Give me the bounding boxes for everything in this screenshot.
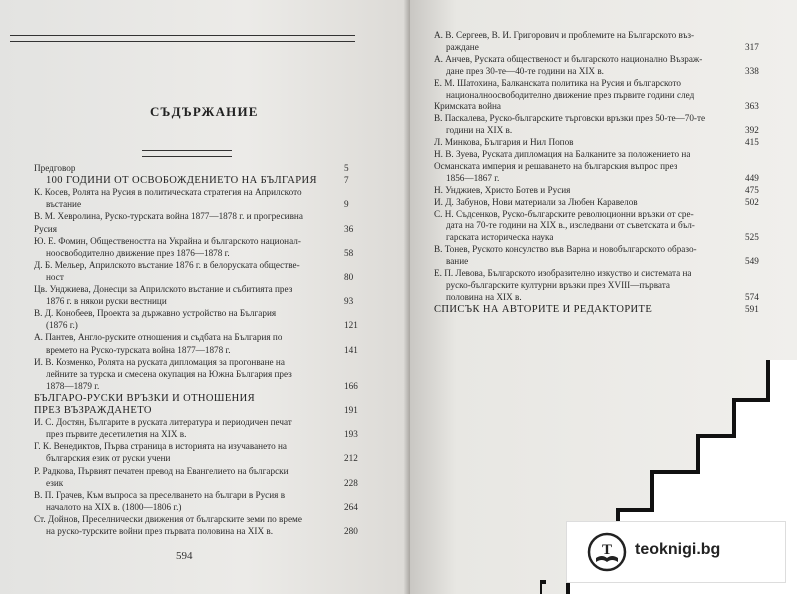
toc-line: руско-българските културни връзки през XVIII—първата (446, 279, 670, 290)
toc-page-number: 317 (745, 41, 759, 52)
toc-line: Кримската война (434, 101, 501, 112)
top-rule-thin (10, 41, 355, 42)
toc-line: Р. Радкова, Първият печатен превод на Евангелието на български (34, 465, 289, 476)
toc-line: 1878—1879 г. (46, 380, 100, 391)
toc-line: на руско-турските войни през първата половина на XIX в. (46, 526, 274, 536)
toc-line: ност (46, 271, 64, 282)
toc-line: В. Тонев, Руското консулство във Варна и новобългарското образо- (434, 244, 697, 255)
toc-page-number: 502 (745, 196, 759, 207)
toc-page-number: 574 (745, 291, 759, 302)
toc-line: 100 ГОДИНИ ОТ ОСВОБОЖДЕНИЕТО НА БЪЛГАРИЯ (46, 175, 317, 187)
toc-line: В. П. Грачев, Към въпроса за преселването на българи в Русия в (34, 489, 286, 500)
toc-line: дата на 70-те години на XIX в., изследвани от съветската и бъл- (446, 220, 695, 231)
toc-line: Е. М. Шатохина, Балканската политика на Русия и българското (434, 77, 682, 88)
toc-page-number: 228 (344, 477, 358, 488)
toc-line: А. Пантев, Англо-руските отношения и съдбата на България по (34, 332, 283, 343)
toc-page-number: 392 (745, 125, 759, 136)
toc-line: В. Д. Конобеев, Проекта за държавно устройство на България (34, 308, 277, 319)
toc-line: БЪЛГАРО-РУСКИ ВРЪЗКИ И ОТНОШЕНИЯ (34, 392, 256, 404)
toc-line: А. Анчев, Руската общественост и българското национално Възраж- (434, 53, 703, 64)
toc-page-number: 449 (745, 172, 759, 183)
toc-page-number: 363 (745, 101, 759, 112)
toc-line: Н. В. Зуева, Руската дипломация на Балканите за положението на (434, 149, 691, 159)
toc-page-number: 549 (745, 256, 759, 267)
toc-page-number: 264 (344, 501, 358, 512)
toc-line: В. Паскалева, Руско-българските търговски връзки през 50-те—70-те (434, 113, 706, 124)
toc-page-number: 141 (344, 344, 358, 355)
toc-line: Русия (34, 223, 57, 234)
toc-page-number: 9 (344, 199, 349, 210)
toc-line: Османската империя и решаването на българския въпрос през (434, 160, 678, 171)
staircase-edge-left (540, 582, 546, 594)
toc-line: Предговор (34, 163, 76, 173)
toc-line: ноосвободително движение през 1876—1878 г. (46, 247, 230, 258)
toc-page-number: 280 (344, 526, 358, 536)
toc-page-number: 212 (344, 453, 358, 464)
toc-page-number: 475 (745, 184, 759, 195)
toc-line: българския език от руски учени (46, 453, 171, 464)
toc-page-number: 36 (344, 223, 354, 234)
toc-page-number: 58 (344, 247, 354, 258)
toc-page-number: 525 (745, 232, 759, 243)
toc-page-number: 193 (344, 429, 358, 440)
svg-text:T: T (601, 542, 613, 558)
toc-line: въстание (46, 199, 82, 210)
toc-line: началото на XIX в. (1800—1806 г.) (46, 501, 182, 512)
toc-page-number: 591 (745, 303, 759, 314)
toc-line: Л. Минкова, България и Нил Попов (434, 137, 574, 148)
title-rule (142, 150, 232, 157)
toc-line: 1876 г. в някои руски вестници (46, 296, 167, 307)
toc-line: К. Косев, Ролята на Русия в политическата стратегия на Априлското (34, 187, 302, 198)
book-logo-icon (587, 532, 627, 572)
watermark-logo (566, 521, 786, 583)
toc-line: СПИСЪК НА АВТОРИТЕ И РЕДАКТОРИТЕ (434, 303, 653, 315)
toc-page-number: 80 (344, 271, 354, 282)
toc-line: език (46, 477, 64, 488)
toc-page-number: 191 (344, 405, 358, 415)
toc-line: ПРЕЗ ВЪЗРАЖДАНЕТО (34, 405, 152, 416)
toc-line: Г. К. Венедиктов, Първа страница в историята на изучаването на (34, 441, 287, 452)
toc-line: гарската историческа наука (446, 232, 554, 243)
toc-page-number: 5 (344, 163, 349, 173)
toc-line: националноосвободително движение през първите години след (446, 89, 695, 100)
page-title: СЪДЪРЖАНИЕ (150, 104, 259, 119)
toc-line: години на XIX в. (446, 125, 513, 136)
toc-line: раждане (446, 41, 479, 52)
toc-page-number: 166 (344, 380, 358, 391)
toc-line: половина на XIX в. (446, 291, 522, 302)
toc-line: Е. П. Левова, Българското изобразително изкуство и системата на (434, 268, 692, 278)
toc-line: И. С. Достян, Българите в руската литература и периодичен печат (34, 417, 292, 428)
toc-line: 1856—1867 г. (446, 172, 500, 183)
toc-line: И. В. Козменко, Ролята на руската дипломация за прогонване на (34, 356, 285, 367)
toc-line: дане през 30-те—40-те години на XIX в. (446, 65, 604, 76)
toc-line: лейните за турска и смесена окупация на Южна България през (46, 368, 292, 379)
toc-page-number: 121 (344, 320, 358, 331)
toc-line: Н. Унджиев, Христо Ботев и Русия (434, 184, 571, 195)
toc-line: С. Н. Съдсенков, Руско-българските революционни връзки от сре- (434, 208, 694, 219)
toc-page-number: 7 (344, 175, 349, 186)
toc-line: (1876 г.) (46, 320, 78, 331)
watermark-text: teoknigi.bg (635, 541, 721, 558)
toc-line: И. Д. Забунов, Нови материали за Любен Каравелов (434, 196, 638, 207)
toc-line: вание (446, 256, 469, 267)
toc-page-number: 93 (344, 296, 354, 307)
toc-line: А. В. Сергеев, В. И. Григорович и проблемите на Българското въз- (434, 30, 695, 40)
toc-line: Ст. Дойнов, Преселнически движения от българските земи по време (34, 513, 302, 524)
toc-line: Ю. Е. Фомин, Обществеността на Украйна и българското национал- (34, 235, 301, 246)
toc-line: В. М. Хевролина, Руско-турската война 1877—1878 г. и прогресивна (34, 211, 303, 222)
toc-line: времето на Руско-турската война 1877—1878 г. (46, 344, 231, 355)
toc-line: Д. Б. Мельер, Априлското въстание 1876 г. в белоруската обществе- (34, 259, 300, 270)
toc-page-number: 338 (745, 65, 759, 76)
toc-line: през първите десетилетия на XIX в. (46, 429, 187, 440)
page-number: 594 (176, 550, 193, 562)
toc-page-number: 415 (745, 137, 759, 148)
top-rule (10, 35, 355, 36)
toc-line: Цв. Унджиева, Донесци за Априлското въстание и събитията през (34, 284, 293, 294)
